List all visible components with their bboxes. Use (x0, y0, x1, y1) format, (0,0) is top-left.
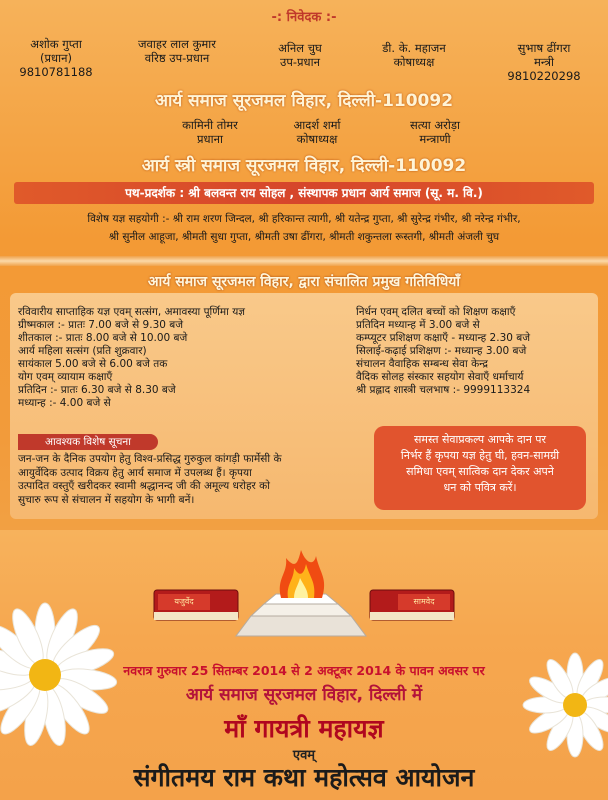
event-and: एवम् (292, 748, 316, 763)
event-venue: आर्य समाज सूरजमल विहार, दिल्ली में (185, 685, 423, 705)
activities-right (356, 306, 530, 397)
header-title: -: निवेदक :- (271, 10, 337, 25)
activity-line: कम्प्यूटर प्रशिक्षण कक्षाएँ - मध्यान्ह 2.30 बजे (356, 332, 531, 344)
officer-5 (486, 41, 602, 83)
officer-name: सत्या अरोड़ा (409, 118, 460, 132)
activity-line: श्री प्रह्लाद शास्त्री चलभाष :- 9999113324 (356, 384, 531, 396)
helpers-line-1: विशेष यज्ञ सहयोगी :- श्री राम शरण जिन्दल, श्री हरिकान्त त्यागी, श्री यतेन्द्र गुप्ता, श्री सुरेन्द्र गंभीर, श्री नरेन्द्र गंभीर, (87, 213, 521, 225)
officer-name: अनिल चुघ (278, 41, 322, 55)
officer-name: कामिनी तोमर (182, 118, 238, 132)
officer-role: उप-प्रधान (280, 55, 320, 69)
notice-line: आयुर्वेदिक उत्पाद विक्रय हेतु आर्य समाज में उपलब्ध हैं। कृपया (18, 466, 252, 479)
officer-phone: 9810220298 (507, 69, 581, 83)
havan-kund-fire-icon (226, 548, 376, 648)
activity-line: ग्रीष्मकाल :- प्रातः 7.00 बजे से 9.30 बजे (18, 319, 184, 331)
activities-title: आर्य समाज सूरजमल विहार, द्वारा संचालित प्रमुख गतिविधियाँ (147, 274, 461, 290)
activity-line: आर्य महिला सत्संग (प्रति शुक्रवार) (18, 345, 147, 357)
book-samaveda-icon (368, 586, 456, 626)
event-subtitle: संगीतमय राम कथा महोत्सव आयोजन (133, 763, 475, 792)
officer-phone: 9810781188 (19, 65, 93, 79)
donation-line: समिधा एवम् सात्विक दान देकर अपने (406, 465, 554, 478)
officer-1 (6, 37, 106, 79)
org-arya-stri-samaj: आर्य स्त्री समाज सूरजमल विहार, दिल्ली-110092 (141, 156, 467, 176)
donation-box (374, 426, 586, 510)
officer-role: कोषाध्यक्ष (296, 132, 338, 146)
activity-line: सायंकाल 5.00 बजे से 6.00 बजे तक (18, 358, 168, 370)
book-label: यजुर्वेद (174, 597, 194, 606)
officer-name: डी. के. महाजन (382, 41, 446, 55)
section-divider (0, 256, 608, 266)
notice-tag: आवश्यक विशेष सूचना (18, 434, 158, 450)
notice-line: सुचारु रूप से संचालन में सहयोग के भागी बनें। (18, 493, 195, 506)
officer-4 (354, 41, 474, 69)
officer-role: प्रधाना (197, 132, 223, 146)
activities-left (18, 306, 245, 410)
officer-name: अशोक गुप्ता (30, 37, 82, 51)
activity-line: वैदिक सोलह संस्कार सहयोग सेवाएँ धर्माचार्य (356, 371, 524, 383)
officer-role: कोषाध्यक्ष (393, 55, 435, 69)
activity-line: मध्यान्ह :- 4.00 बजे से (18, 397, 111, 409)
event-dates: नवरात्र गुरुवार 25 सितम्बर 2014 से 2 अक्टूबर 2014 के पावन अवसर पर (123, 663, 485, 678)
activity-line: निर्धन एवम् दलित बच्चों को शिक्षण कक्षाएँ (356, 306, 516, 318)
activity-line: योग एवम् व्यायाम कक्षाएँ (18, 371, 113, 383)
notice-line: उत्पादित वस्तुएँ खरीदकर स्वामी श्रद्धानन्द जी की अमूल्य धरोहर को (18, 480, 270, 492)
activity-line: सिलाई-कढ़ाई प्रशिक्षण :- मध्यान्ह 3.00 बजे (356, 345, 527, 357)
officer-3 (250, 41, 350, 69)
guide-banner: पथ-प्रदर्शक : श्री बलवन्त राय सोहल , संस्थापक प्रधान आर्य समाज (सू. म. वि.) (14, 182, 594, 204)
activity-line: शीतकाल :- प्रातः 8.00 बजे से 10.00 बजे (18, 332, 188, 344)
officer-7 (262, 118, 372, 146)
notice-text (18, 453, 348, 507)
activity-line: रविवारीय साप्ताहिक यज्ञ एवम् सत्संग, अमावस्या पूर्णिमा यज्ञ (18, 306, 246, 318)
donation-line: निर्भर हैं कृपया यज्ञ हेतु घी, हवन-सामग्री (400, 449, 560, 462)
officer-name: सुभाष ढींगरा (517, 41, 571, 55)
officer-role: (प्रधान) (40, 51, 72, 65)
donation-line: समस्त सेवाप्रकल्प आपके दान पर (413, 433, 547, 446)
book-label: सामवेद (413, 597, 435, 606)
officer-name: आदर्श शर्मा (293, 118, 341, 132)
officer-6 (160, 118, 260, 146)
donation-line: धन को पवित्र करें। (443, 481, 517, 494)
activity-line: प्रतिदिन मध्यान्ह में 3.00 बजे से (356, 319, 480, 331)
org-arya-samaj: आर्य समाज सूरजमल विहार, दिल्ली-110092 (154, 91, 454, 111)
activity-line: प्रतिदिन :- प्रातः 6.30 बजे से 8.30 बजे (18, 384, 176, 396)
activity-line: संचालन वैवाहिक सम्बन्ध सेवा केन्द्र (356, 358, 488, 370)
officer-role: मन्त्री (534, 55, 554, 69)
notice-line: जन-जन के दैनिक उपयोग हेतु विश्व-प्रसिद्ध गुरुकुल कांगड़ी फार्मेसी के (18, 453, 282, 465)
event-title: माँ गायत्री महायज्ञ (224, 714, 384, 743)
officer-role: वरिष्ठ उप-प्रधान (144, 51, 210, 65)
officer-2 (112, 37, 242, 65)
helpers-line-2: श्री सुनील आहूजा, श्रीमती सुधा गुप्ता, श्रीमती उषा ढींगरा, श्रीमती शकुन्तला रूस्तगी, श्रीमती अंजली चुघ (108, 231, 500, 243)
officer-role: मन्त्राणी (419, 132, 451, 146)
officer-8 (380, 118, 490, 146)
officer-name: जवाहर लाल कुमार (138, 37, 216, 51)
